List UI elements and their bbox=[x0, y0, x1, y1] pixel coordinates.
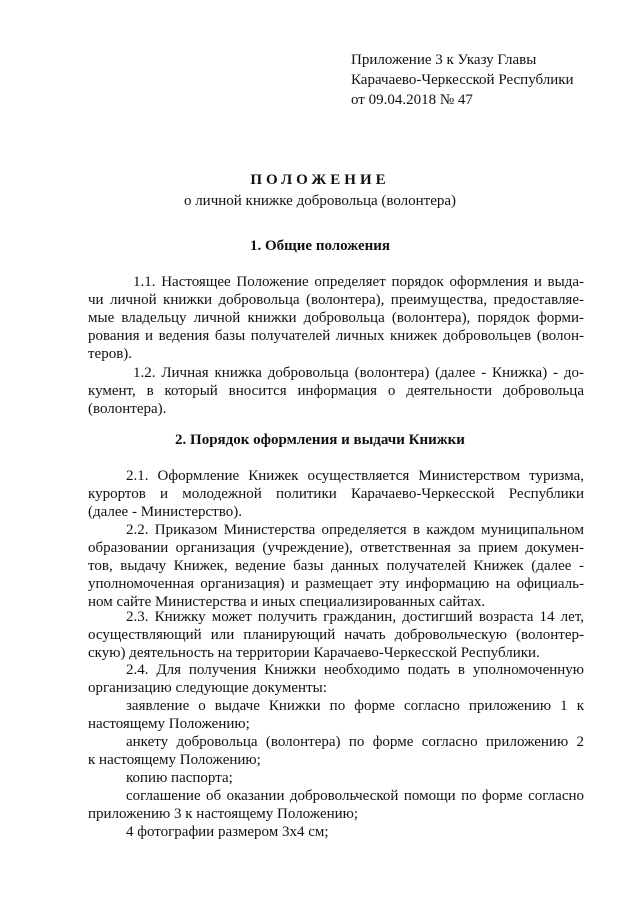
text-line: организацию следующие документы: bbox=[88, 680, 327, 696]
text-line: 2.2. Приказом Министерства определяется в каждом муниципальном bbox=[126, 522, 584, 538]
text-line: курортов и молодежной политики Карачаево-Черкесской Республики bbox=[88, 486, 584, 502]
section-1-heading: 1. Общие положения bbox=[249, 238, 391, 254]
text-line: образовании организация (учреждение), ответственная за прием докумен- bbox=[88, 540, 584, 556]
list-item-photos bbox=[88, 823, 584, 841]
paragraph-2-3 bbox=[88, 608, 584, 662]
appendix-line: от 09.04.2018 № 47 bbox=[351, 92, 473, 108]
text-line: (далее - Министерство). bbox=[88, 504, 242, 520]
list-item-passport-copy bbox=[88, 769, 584, 787]
document-subtitle: о личной книжке добровольца (волонтера) bbox=[183, 193, 457, 209]
document-title: ПОЛОЖЕНИЕ bbox=[250, 172, 390, 188]
text-line: 2.3. Книжку может получить гражданин, достигший возраста 14 лет, bbox=[126, 609, 584, 625]
paragraph-2-4 bbox=[88, 661, 584, 697]
text-line: (волонтера). bbox=[88, 401, 167, 417]
text-line: копию паспорта; bbox=[126, 770, 233, 786]
text-line: приложению 3 к настоящему Положению; bbox=[88, 806, 359, 822]
text-line: анкету добровольца (волонтера) по форме согласно приложению 2 bbox=[126, 734, 584, 750]
appendix-note bbox=[351, 50, 574, 110]
section-2-heading: 2. Порядок оформления и выдачи Книжки bbox=[175, 432, 465, 448]
text-line: 2.1. Оформление Книжек осуществляется Министерством туризма, bbox=[126, 468, 584, 484]
text-line: чи личной книжки добровольца (волонтера), преимущества, предоставляе- bbox=[88, 292, 584, 308]
list-item-application bbox=[88, 697, 584, 733]
text-line: теров). bbox=[88, 346, 133, 362]
appendix-line: Приложение 3 к Указу Главы bbox=[351, 52, 537, 68]
text-line: кумент, в который вносится информация о деятельности добровольца bbox=[88, 383, 584, 399]
text-line: к настоящему Положению; bbox=[88, 752, 261, 768]
text-line: мые владельцу личной книжки добровольца (волонтера), порядок форми- bbox=[88, 310, 584, 326]
text-line: 2.4. Для получения Книжки необходимо подать в уполномоченную bbox=[126, 662, 584, 678]
paragraph-2-2 bbox=[88, 521, 584, 611]
text-line: заявление о выдаче Книжки по форме согласно приложению 1 к bbox=[126, 698, 584, 714]
text-line: осуществляющий или планирующий начать добровольческую (волонтер- bbox=[88, 627, 584, 643]
text-line: 1.2. Личная книжка добровольца (волонтера) (далее - Книжка) - до- bbox=[133, 365, 584, 381]
paragraph-1-2 bbox=[88, 364, 584, 418]
list-item-questionnaire bbox=[88, 733, 584, 769]
paragraph-1-1 bbox=[88, 273, 584, 363]
text-line: 1.1. Настоящее Положение определяет порядок оформления и выда- bbox=[133, 274, 584, 290]
text-line: скую) деятельность на территории Карачаево-Черкесской Республики. bbox=[88, 645, 540, 661]
list-item-agreement bbox=[88, 787, 584, 823]
paragraph-2-1 bbox=[88, 467, 584, 521]
appendix-line: Карачаево-Черкесской Республики bbox=[351, 72, 574, 88]
text-line: уполномоченная организация) и размещает эту информацию на официаль- bbox=[88, 576, 584, 592]
text-line: 4 фотографии размером 3х4 см; bbox=[126, 824, 329, 840]
text-line: настоящему Положению; bbox=[88, 716, 250, 732]
text-line: рования и ведения базы получателей личных книжек добровольцев (волон- bbox=[88, 328, 584, 344]
text-line: тов, выдачу Книжек, ведение базы данных получателей Книжек (далее - bbox=[88, 558, 584, 574]
text-line: ном сайте Министерства и иных специализированных сайтах. bbox=[88, 594, 486, 610]
text-line: соглашение об оказании добровольческой помощи по форме согласно bbox=[126, 788, 584, 804]
